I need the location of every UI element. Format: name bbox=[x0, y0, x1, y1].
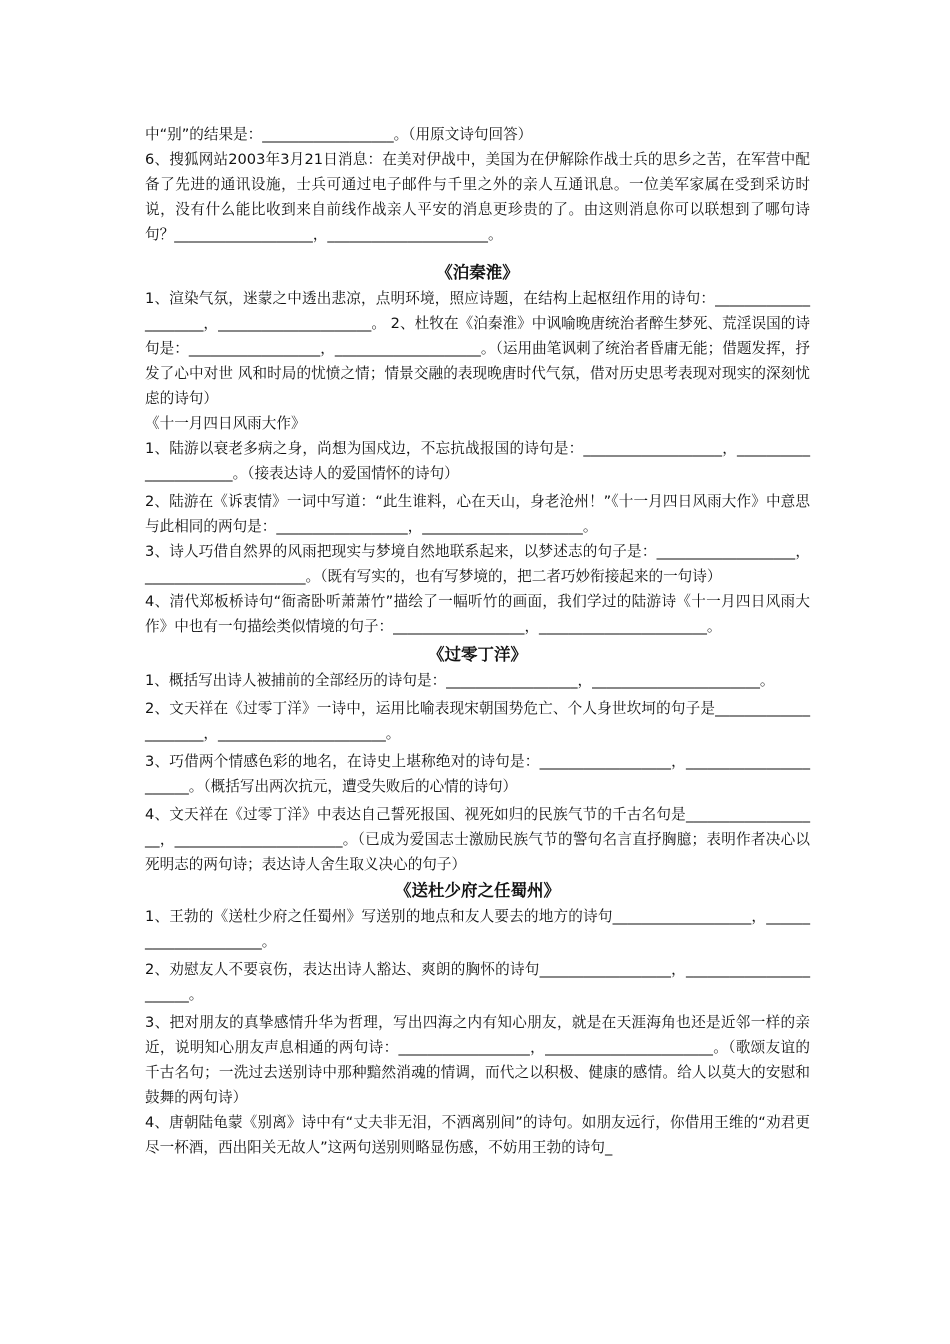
paragraph-fengyu-q4: 4、清代郑板桥诗句“衙斋卧听萧萧竹”描绘了一幅听竹的画面，我们学过的陆游诗《十一月四日风雨大作》中也有一句描绘类似情境的句子：__________________，_______________________。 bbox=[145, 593, 810, 635]
paragraph-songdushaofu-q3: 3、把对朋友的真挚感情升华为哲理，写出四海之内有知心朋友，就是在天涯海角也还是近邻一样的亲近，说明知心朋友声息相通的两句诗：__________________，_______________________。（歌颂友谊的千古名句；一洗过去送别诗中那种黯然消魂的情调，而代之以积极、健康的感情。给人以莫大的安慰和鼓舞的两句诗） bbox=[145, 1014, 810, 1106]
paragraph-guolingdingyang-q3: 3、巧借两个情感色彩的地名，在诗史上堪称绝对的诗句是：__________________，_______________________。（概括写出两次抗元，遭受失败后的心情的诗句） bbox=[145, 753, 810, 795]
section-title-fengyu: 《十一月四日风雨大作》 bbox=[145, 415, 306, 432]
paragraph-guolingdingyang-q1: 1、概括写出诗人被捕前的全部经历的诗句是：__________________，_______________________。 bbox=[145, 672, 775, 689]
paragraph-fengyu-q2: 2、陆游在《诉衷情》一词中写道：“此生谁料，心在天山，身老沧州！”《十一月四日风雨大作》中意思与此相同的两句是：__________________，______________________。 bbox=[145, 493, 810, 535]
paragraph-guolingdingyang-q4: 4、文天祥在《过零丁洋》中表达自己誓死报国、视死如归的民族气节的千古名句是___________________，_______________________。（已成为爱国志士激励民族气节的警句名言直抒胸臆；表明作者决心以死明志的两句诗；表达诗人舍生取义决心的句子） bbox=[145, 806, 810, 873]
paragraph-fengyu-q1: 1、陆游以衰老多病之身，尚想为国戍边，不忘抗战报国的诗句是：___________________，______________________。（接表达诗人的爱国情怀的诗句） bbox=[145, 440, 810, 482]
paragraph-songdushaofu-q1: 1、王勃的《送杜少府之任蜀州》写送别的地点和友人要去的地方的诗句___________________，______________________。 bbox=[145, 908, 810, 950]
document-page bbox=[145, 122, 810, 1160]
paragraph-q6: 6、搜狐网站2003年3月21日消息：在美对伊战中，美国为在伊解除作战士兵的思乡之苦，在军营中配备了先进的通讯设施，士兵可通过电子邮件与千里之外的亲人互通讯息。一位美军家属在受到采访时说，没有什么能比收到来自前线作战亲人平安的消息更珍贵的了。由这则消息你可以联想到了哪句诗句？___________________，______________________。 bbox=[145, 151, 810, 243]
paragraph-boqinhuai-q1-q2: 1、渲染气氛，迷蒙之中透出悲凉，点明环境，照应诗题，在结构上起枢纽作用的诗句：_____________________，_____________________。 2、杜牧在《泊秦淮》中讽喻晚唐统治者醉生梦死、荒淫误国的诗句是：__________________，____________________。（运用曲笔讽刺了统治者昏庸无能；借题发挥，抒发了心中对世 风和时局的忧愤之情；情景交融的表现晚唐时代气氛，借对历史思考表现对现实的深刻忧虑的诗句） bbox=[145, 290, 810, 407]
paragraph-guolingdingyang-q2: 2、文天祥在《过零丁洋》一诗中，运用比喻表现宋朝国势危亡、个人身世坎坷的句子是_____________________，_______________________。 bbox=[145, 700, 810, 742]
paragraph-q5-tail: 中“别”的结果是：__________________。（用原文诗句回答） bbox=[145, 126, 533, 143]
section-title-guolingdingyang: 《过零丁洋》 bbox=[428, 645, 527, 664]
paragraph-songdushaofu-q4: 4、唐朝陆龟蒙《别离》诗中有“丈夫非无泪，不洒离别间”的诗句。如朋友远行，你借用王维的“劝君更尽一杯酒，西出阳关无故人”这两句送别则略显伤感，不妨用王勃的诗句_ bbox=[145, 1114, 810, 1156]
paragraph-fengyu-q3: 3、诗人巧借自然界的风雨把现实与梦境自然地联系起来，以梦述志的句子是：___________________，______________________。（既有写实的，也有写梦境的，把二者巧妙衔接起来的一句诗） bbox=[145, 543, 810, 585]
section-title-boqinhuai: 《泊秦淮》 bbox=[436, 263, 519, 282]
section-title-songdushaofu: 《送杜少府之任蜀州》 bbox=[395, 881, 560, 900]
paragraph-songdushaofu-q2: 2、劝慰友人不要哀伤，表达出诗人豁达、爽朗的胸怀的诗句__________________，_______________________。 bbox=[145, 961, 810, 1003]
